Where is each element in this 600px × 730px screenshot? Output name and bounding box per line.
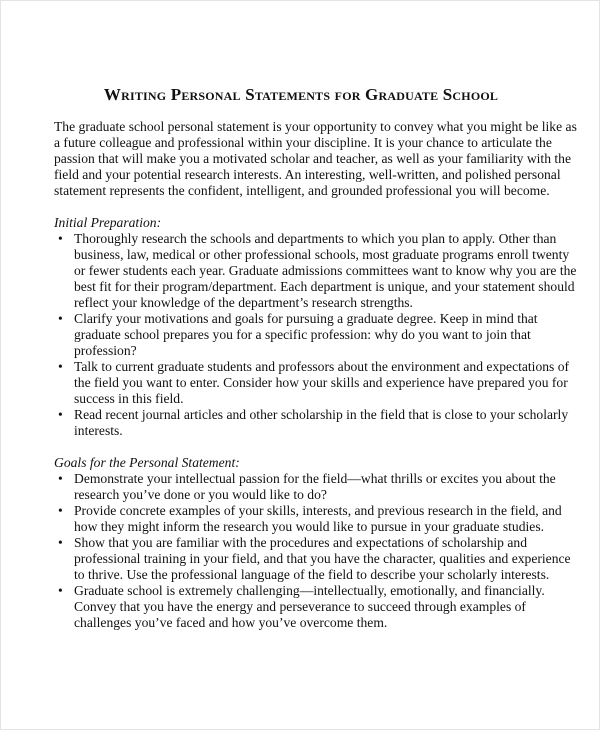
text-line: Demonstrate your intellectual passion for the field—what thrills or excites you about the bbox=[74, 471, 556, 486]
text-line: graduate school prepares you for a specific profession: why do you want to join that bbox=[74, 327, 531, 342]
text-line: how they might inform the research you would like to pursue in your graduate studies. bbox=[74, 519, 545, 534]
text-line: statement represents the confident, intelligent, and grounded professional you will become. bbox=[54, 183, 550, 198]
text-line: Convey that you have the energy and perseverance to succeed through examples of bbox=[74, 599, 526, 614]
text-line: interests. bbox=[74, 423, 123, 438]
document-title: Writing Personal Statements for Graduate School bbox=[103, 85, 499, 104]
text-line: profession? bbox=[74, 343, 137, 358]
bullet-icon: • bbox=[58, 583, 63, 598]
bullet-list bbox=[54, 231, 577, 439]
bullet-icon: • bbox=[58, 503, 63, 518]
text-line: field and your potential research interests. An interesting, well-written, and polished personal bbox=[54, 167, 561, 182]
list-item bbox=[54, 407, 574, 439]
text-line: research you’ve done or you would like to do? bbox=[74, 487, 327, 502]
text-line: a future colleague and professional within your discipline. It is your chance to articulate the bbox=[54, 135, 552, 150]
bullet-icon: • bbox=[58, 471, 63, 486]
text-line: Read recent journal articles and other scholarship in the field that is close to your scholarly bbox=[74, 407, 569, 422]
text-line: business, law, medical or other professional schools, most graduate programs enroll twenty bbox=[74, 247, 570, 262]
bullet-list bbox=[54, 471, 574, 631]
bullet-icon: • bbox=[58, 535, 63, 550]
section-heading: Goals for the Personal Statement: bbox=[54, 455, 240, 470]
document-body bbox=[54, 119, 577, 631]
list-item bbox=[54, 503, 574, 535]
text-line: success in this field. bbox=[74, 391, 184, 406]
list-item bbox=[54, 535, 574, 583]
text-line: professional training in your field, and that you have the character, qualities and experience bbox=[74, 551, 571, 566]
bullet-icon: • bbox=[58, 231, 63, 246]
text-line: Show that you are familiar with the procedures and expectations of scholarship and bbox=[74, 535, 527, 550]
text-line: Provide concrete examples of your skills, interests, and previous research in the field, and bbox=[74, 503, 562, 518]
text-line: passion that will make you a motivated scholar and teacher, as well as your familiarity with the bbox=[54, 151, 572, 166]
section bbox=[54, 455, 574, 631]
section-heading: Initial Preparation: bbox=[54, 215, 162, 230]
list-item bbox=[54, 359, 574, 407]
text-line: The graduate school personal statement is your opportunity to convey what you might be like as bbox=[54, 119, 577, 134]
bullet-icon: • bbox=[58, 311, 63, 326]
text-line: the field you want to enter. Consider how your skills and experience have prepared you for bbox=[74, 375, 568, 390]
text-line: Graduate school is extremely challenging—intellectually, emotionally, and financially. bbox=[74, 583, 545, 598]
text-line: best fit for their program/department. Each department is unique, and your statement should bbox=[74, 279, 575, 294]
bullet-icon: • bbox=[58, 359, 63, 374]
text-line: Thoroughly research the schools and departments to which you plan to apply. Other than bbox=[74, 231, 557, 246]
text-line: challenges you’ve faced and how you’ve overcome them. bbox=[74, 615, 388, 630]
bullet-icon: • bbox=[58, 407, 63, 422]
list-item bbox=[54, 231, 577, 311]
text-line: or fewer students each year. Graduate admissions committees want to know why you are the bbox=[74, 263, 577, 278]
list-item bbox=[54, 583, 574, 631]
text-line: Talk to current graduate students and professors about the environment and expectations of bbox=[74, 359, 570, 374]
text-line: to thrive. Use the professional language of the field to describe your scholarly interests. bbox=[74, 567, 550, 582]
text-line: reflect your knowledge of the department’s research strengths. bbox=[74, 295, 413, 310]
list-item bbox=[54, 471, 574, 503]
intro-paragraph bbox=[54, 119, 577, 199]
section bbox=[54, 215, 577, 439]
text-line: Clarify your motivations and goals for pursuing a graduate degree. Keep in mind that bbox=[74, 311, 538, 326]
list-item bbox=[54, 311, 574, 359]
